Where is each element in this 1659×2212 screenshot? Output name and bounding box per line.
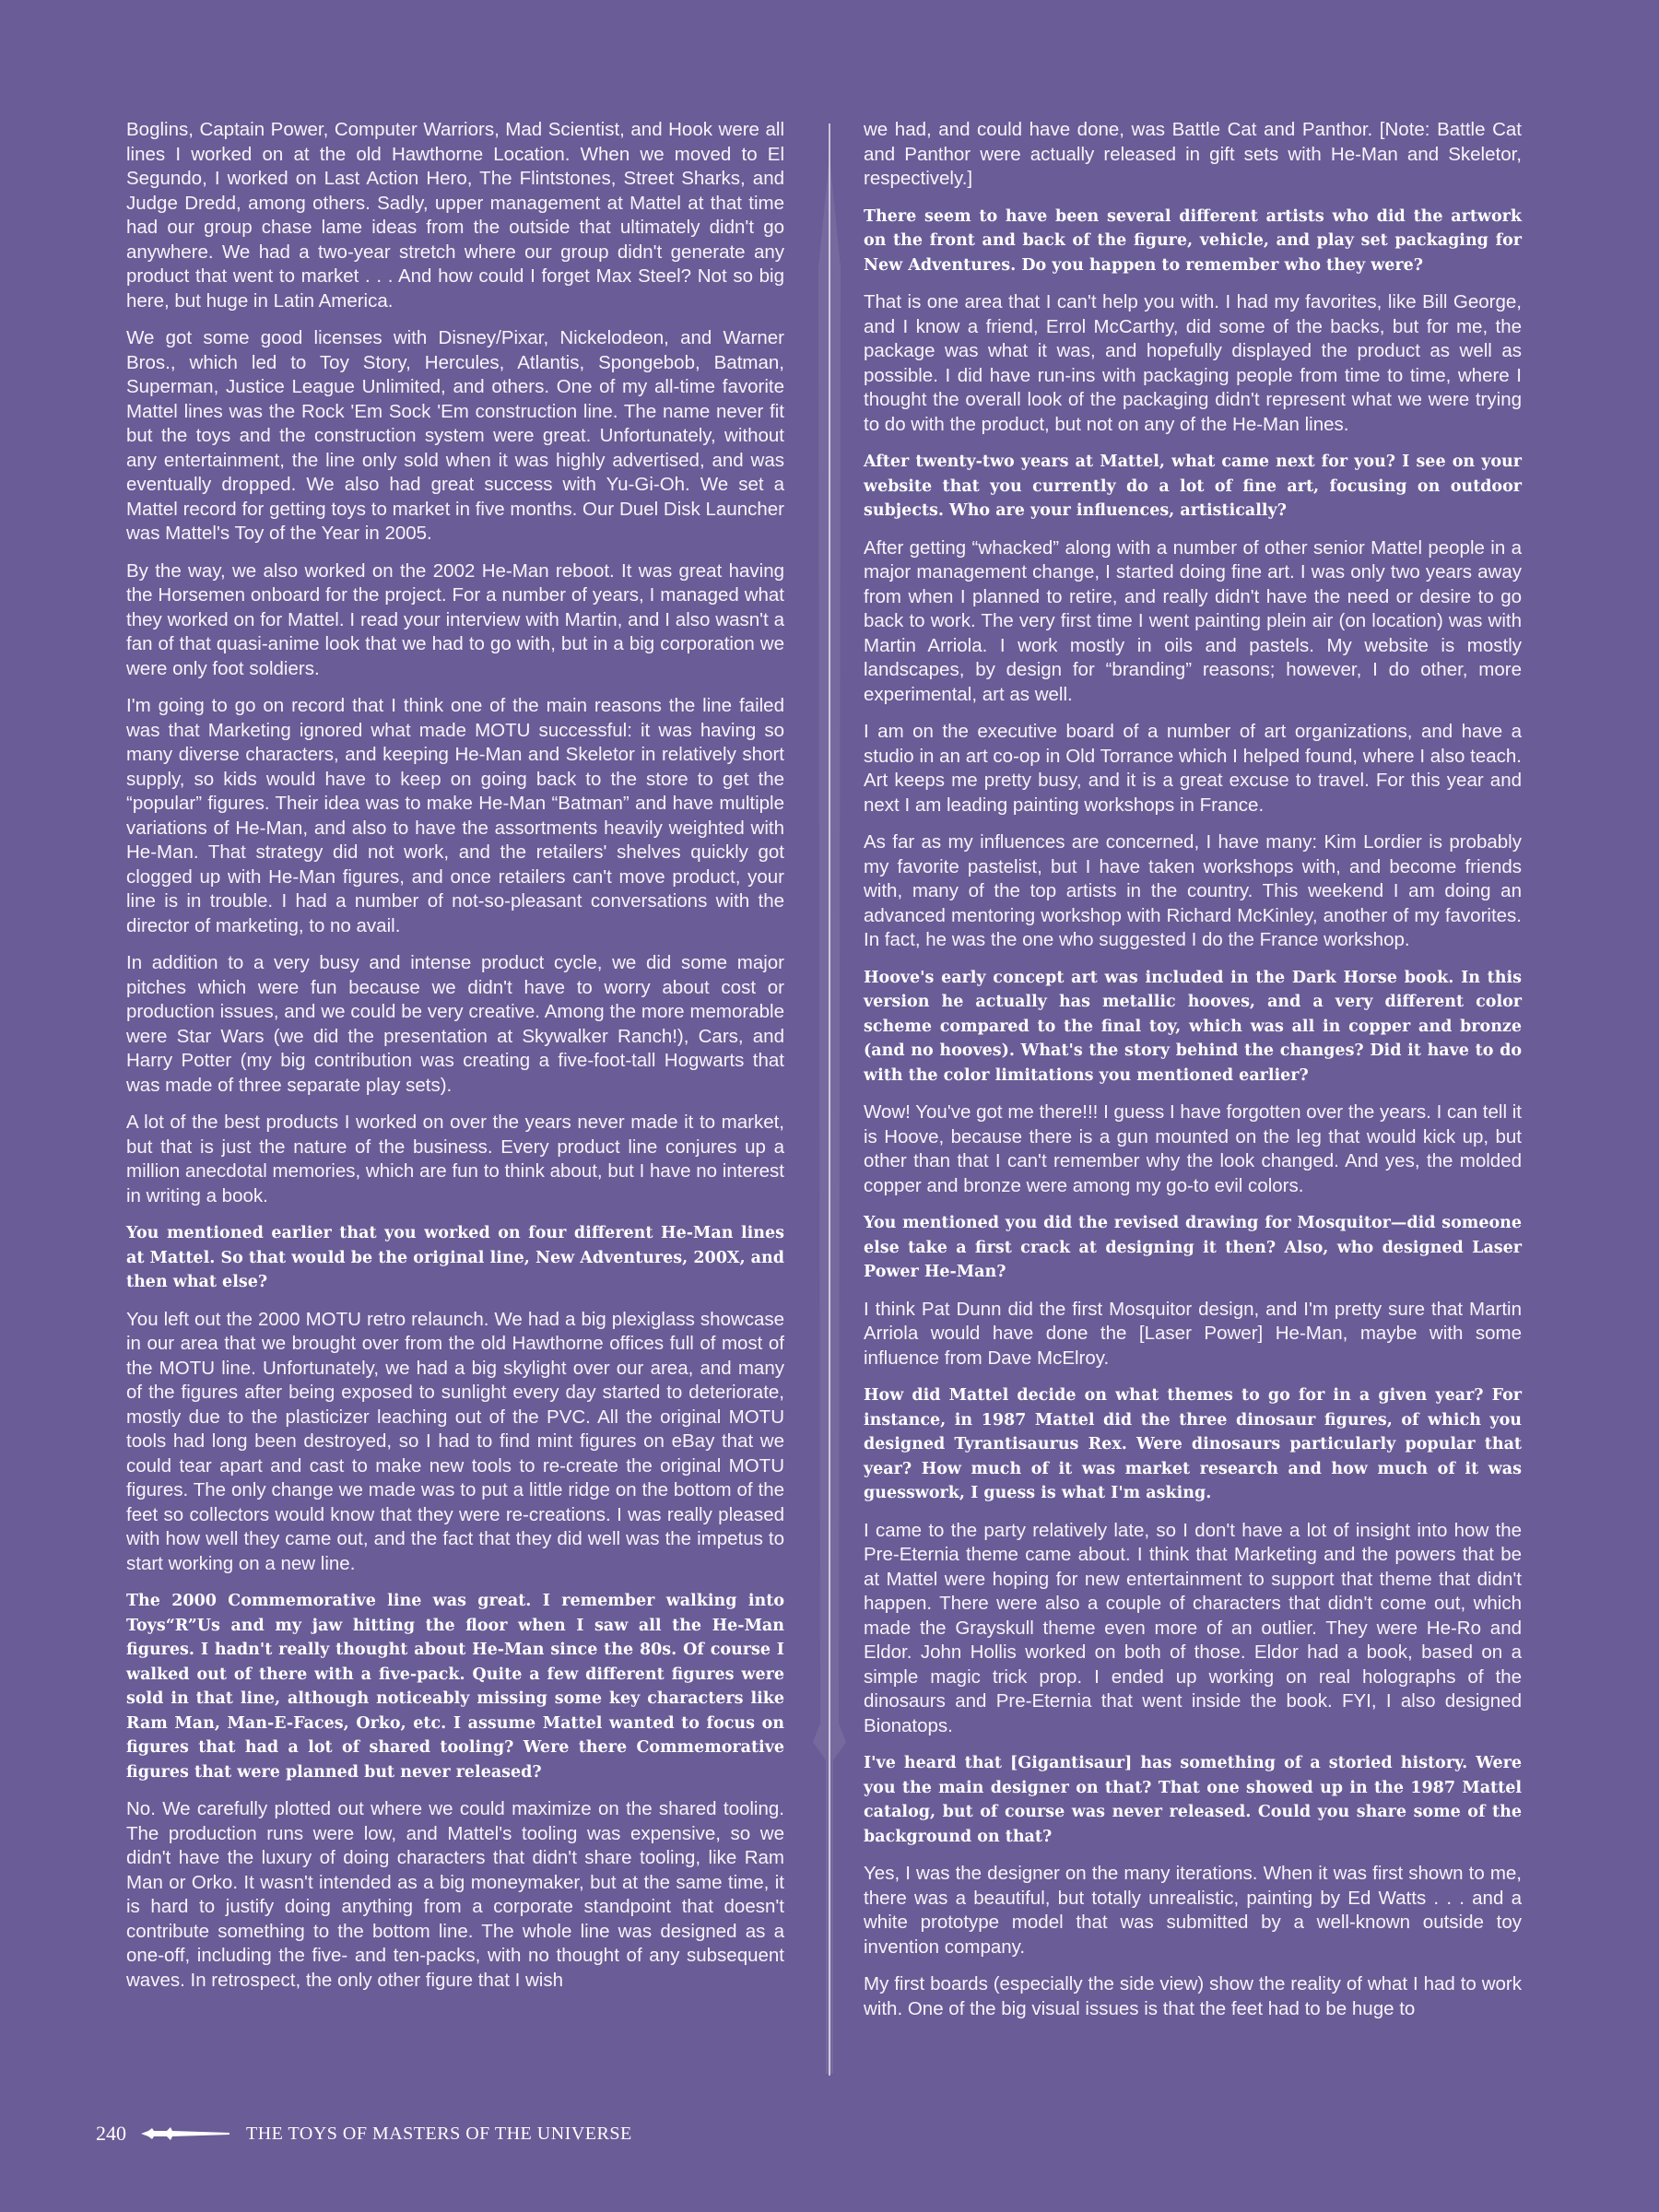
- page-number: 240: [96, 2122, 126, 2145]
- left-column: [126, 118, 784, 2006]
- book-title: THE TOYS OF MASTERS OF THE UNIVERSE: [246, 2123, 632, 2144]
- page-footer: [96, 2120, 632, 2147]
- paragraph: Boglins, Captain Power, Computer Warriors, Mad Scientist, and Hook were all lines I worked on at the old Hawthorne Location. When we moved to El Segundo, I worked on Last Action Hero, The Flintstones, Street Sharks, and Judge Dredd, among others. Sadly, upper management at Mattel at that time had our group chase lame ideas from the outside that ultimately didn't go anywhere. We had a two-year stretch where our group didn't generate any product that went to market . . . And how could I forget Max Steel? Not so big here, but huge in Latin America.: [126, 119, 784, 312]
- paragraph: We got some good licenses with Disney/Pixar, Nickelodeon, and Warner Bros., which led to Toy Story, Hercules, Atlantis, Spongebob, Batman, Superman, Justice League Unlimited, and others. One of my all-time favorite Mattel lines was the Rock 'Em Sock 'Em construction line. The name never fit but the toys and the construction system were great. Unfortunately, without any entertainment, the line only sold when it was highly advertised, and was eventually dropped. We also had great success with Yu-Gi-Oh. We set a Mattel record for getting toys to market in five months. Our Duel Disk Launcher was Mattel's Toy of the Year in 2005.: [126, 327, 784, 544]
- paragraph: In addition to a very busy and intense product cycle, we did some major pitches which were fun because we didn't have to worry about cost or production issues, and we could be very creative. Among the more memorable were Star Wars (we did the presentation at Skywalker Ranch!), Cars, and Harry Potter (my big contribution was creating a five-foot-tall Hogwarts that was made of three separate play sets).: [126, 952, 784, 1096]
- paragraph: That is one area that I can't help you with. I had my favorites, like Bill George, and I know a friend, Errol McCarthy, did some of the backs, but for me, the package was what it was, and hopefully displayed the product as well as possible. I did have run-ins with packaging people from time to time, where I thought the overall look of the packaging didn't represent what we were trying to do with the product, but not on any of the He-Man lines.: [864, 291, 1522, 435]
- paragraph: As far as my influences are concerned, I have many: Kim Lordier is probably my favorite pastelist, but I have taken workshops with, and become friends with, many of the top artists in the country. This weekend I am doing an advanced mentoring workshop with Richard McKinley, another of my favorites. In fact, he was the one who suggested I do the France workshop.: [864, 831, 1522, 950]
- interview-question: You mentioned earlier that you worked on four different He-Man lines at Mattel. So that would be the original line, New Adventures, 200X, and then what else?: [126, 1224, 784, 1291]
- paragraph: I'm going to go on record that I think one of the main reasons the line failed was that Marketing ignored what made MOTU successful: it was having so many diverse characters, and keeping He-Man and Skeletor in relatively short supply, so kids would have to keep on going back to the store to get the “popular” figures. Their idea was to make He-Man “Batman” and have multiple variations of He-Man, and also to have the assortments heavily weighted with He-Man. That strategy did not work, and the retailers' shelves quickly got clogged up with He-Man figures, and once retailers can't move product, your line is in trouble. I had a number of not-so-pleasant conversations with the director of marketing, to no avail.: [126, 695, 784, 936]
- interview-question: After twenty-two years at Mattel, what came next for you? I see on your website that you currently do a lot of fine art, focusing on outdoor subjects. Who are your influences, artistically?: [864, 453, 1522, 520]
- interview-question: Hoove's early concept art was included in the Dark Horse book. In this version he actually has metallic hooves, and a very different color scheme compared to the final toy, which was all in copper and bronze (and no hooves). What's the story behind the changes? Did it have to do with the color limitations you mentioned earlier?: [864, 968, 1522, 1085]
- paragraph: By the way, we also worked on the 2002 He-Man reboot. It was great having the Horsemen onboard for the project. For a number of years, I managed what they worked on for Mattel. I read your interview with Martin, and I also wasn't a fan of that quasi-anime look that we had to go with, but in a big corporation we were only foot soldiers.: [126, 559, 784, 679]
- paragraph: I am on the executive board of a number of art organizations, and have a studio in an art co-op in Old Torrance which I helped found, where I also teach. Art keeps me pretty busy, and it is a great excuse to travel. For this year and next I am leading painting workshops in France.: [864, 721, 1522, 816]
- paragraph: Wow! You've got me there!!! I guess I have forgotten over the years. I can tell it is Hoove, because there is a gun mounted on the leg that would kick up, but other than that I can't remember why the look changed. And yes, the molded copper and bronze were among my go-to evil colors.: [864, 1101, 1522, 1196]
- interview-question: I've heard that [Gigantisaur] has something of a storied history. Were you the main designer on that? That one showed up in the 1987 Mattel catalog, but of course was never released. Could you share some of the background on that?: [864, 1754, 1522, 1846]
- paragraph: Yes, I was the designer on the many iterations. When it was first shown to me, there was a beautiful, but totally unrealistic, painting by Ed Watts . . . and a white prototype model that was submitted by a well-known outside toy invention company.: [864, 1863, 1522, 1958]
- paragraph: You left out the 2000 MOTU retro relaunch. We had a big plexiglass showcase in our area that we brought over from the old Hawthorne offices full of most of the MOTU line. Unfortunately, we had a big skylight over our area, and many of the figures after being exposed to sunlight every day started to deteriorate, mostly due to the plasticizer leaching out of the PVC. All the original MOTU tools had long been destroyed, so I had to find mint figures on eBay that we could tear apart and cast to make new tools to re-create the original MOTU figures. The only change we made was to put a little ridge on the bottom of the feet so collectors would know that they were re-creations. I was really pleased with how well they came out, and the fact that they did well was the impetus to start working on a new line.: [126, 1308, 784, 1574]
- interview-question: How did Mattel decide on what themes to go for in a given year? For instance, in 1987 Mattel did the three dinosaur figures, of which you designed Tyrantisaurus Rex. Were dinosaurs particularly popular that year? How much of it was market research and how much of it was guesswork, I guess is what I'm asking.: [864, 1386, 1522, 1502]
- paragraph: A lot of the best products I worked on over the years never made it to market, but that is just the nature of the business. Every product line conjures up a million anecdotal memories, which are fun to think about, but I have no interest in writing a book.: [126, 1112, 784, 1206]
- sword-icon: [139, 2124, 231, 2143]
- right-column: [864, 118, 1522, 2034]
- interview-question: You mentioned you did the revised drawing for Mosquitor—did someone else take a first crack at designing it then? Also, who designed Laser Power He-Man?: [864, 1214, 1522, 1281]
- paragraph: No. We carefully plotted out where we could maximize on the shared tooling. The production runs were low, and Mattel's tooling was expensive, so we didn't have the luxury of doing characters that didn't share tooling, like Ram Man or Orko. It wasn't intended as a big moneymaker, but at the same time, it is hard to justify doing anything from a corporate standpoint that doesn't contribute something to the bottom line. The whole line was designed as a one-off, including the five- and ten-packs, with no thought of any subsequent waves. In retrospect, the only other figure that I wish: [126, 1798, 784, 1991]
- column-divider: [829, 124, 830, 2076]
- paragraph: I came to the party relatively late, so I don't have a lot of insight into how the Pre-Eternia theme came about. I think that Marketing and the powers that be at Mattel were hoping for new entertainment to support that theme that didn't happen. There were also a couple of characters that didn't come out, which made the Grayskull theme even more of an outlier. They were He-Ro and Eldor. John Hollis worked on both of those. Eldor had a book, based on a simple magic trick prop. I ended up working on real holographs of the dinosaurs and Pre-Eternia that went inside the book. FYI, I also designed Bionatops.: [864, 1519, 1522, 1736]
- interview-question: There seem to have been several different artists who did the artwork on the front and back of the figure, vehicle, and play set packaging for New Adventures. Do you happen to remember who they were?: [864, 206, 1522, 275]
- paragraph: we had, and could have done, was Battle Cat and Panthor. [Note: Battle Cat and Panthor were actually released in gift sets with He-Man and Skeletor, respectively.]: [864, 119, 1522, 189]
- paragraph: My first boards (especially the side view) show the reality of what I had to work with. One of the big visual issues is that the feet had to be huge to: [864, 1973, 1522, 2019]
- interview-question: The 2000 Commemorative line was great. I remember walking into Toys“R”Us and my jaw hitting the floor when I saw all the He-Man figures. I hadn't really thought about He-Man since the 80s. Of course I walked out of there with a five-pack. Quite a few different figures were sold in that line, although noticeably missing some key characters like Ram Man, Man-E-Faces, Orko, etc. I assume Mattel wanted to focus on figures that had a lot of shared tooling? Were there Commemorative figures that were planned but never released?: [126, 1592, 784, 1782]
- paragraph: After getting “whacked” along with a number of other senior Mattel people in a major management change, I started doing fine art. I was only two years away from when I planned to retire, and really didn't have the need or desire to go back to work. The very first time I went painting plein air (on location) was with Martin Arriola. I work mostly in oils and pastels. My website is mostly landscapes, by design for “branding” reasons; however, I do other, more experimental, art as well.: [864, 536, 1522, 705]
- paragraph: I think Pat Dunn did the first Mosquitor design, and I'm pretty sure that Martin Arriola would have done the [Laser Power] He-Man, maybe with some influence from Dave McElroy.: [864, 1298, 1522, 1369]
